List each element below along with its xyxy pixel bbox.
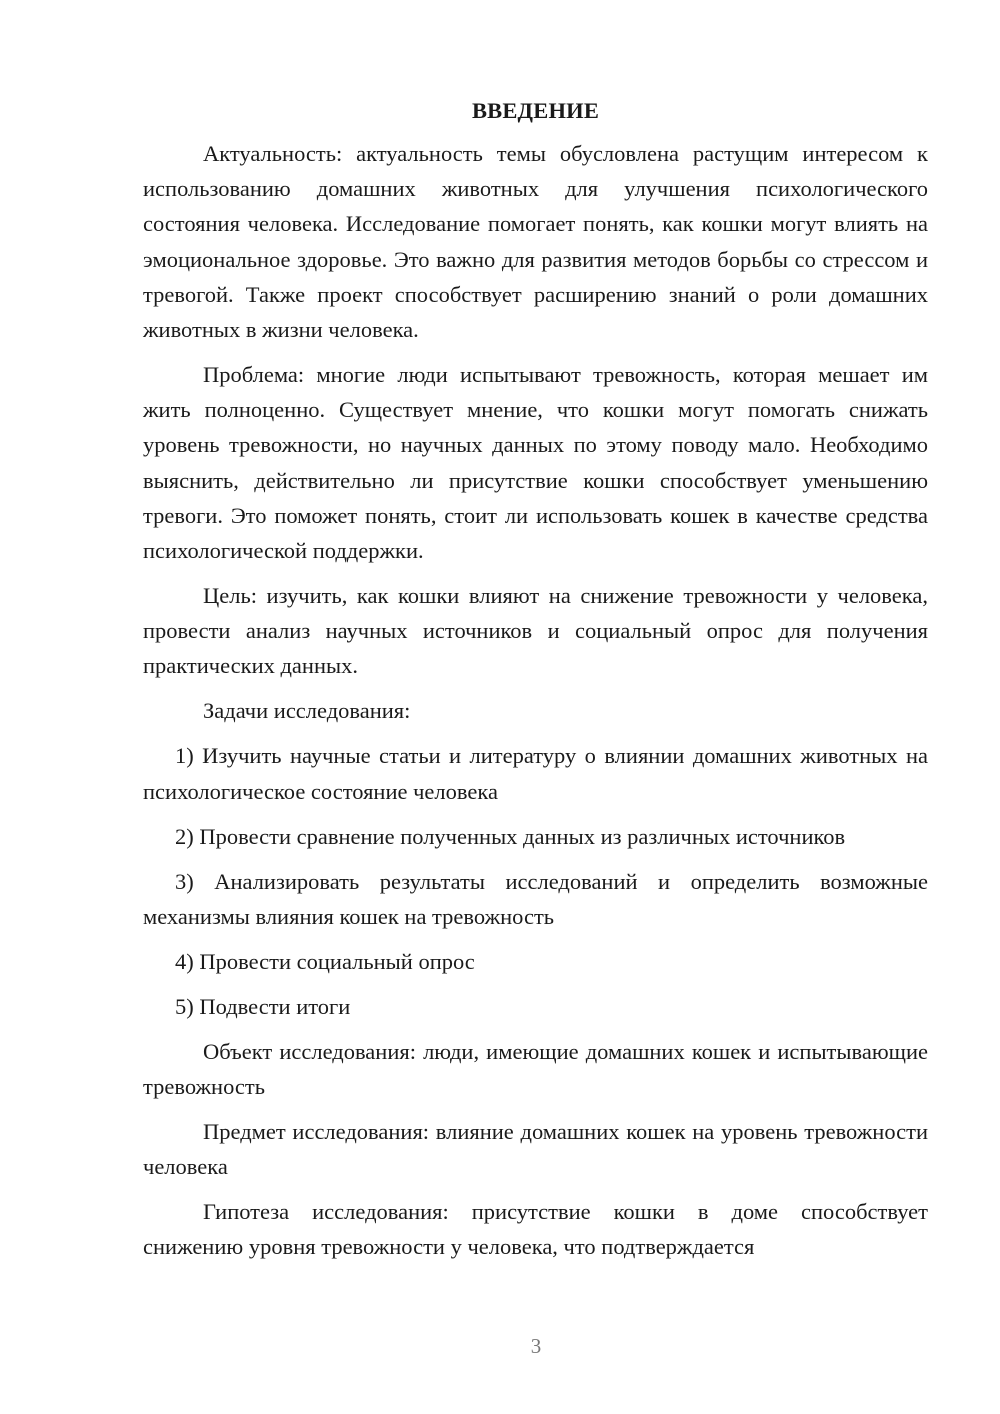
document-page	[143, 96, 928, 1265]
paragraph-goal: Цель: изучить, как кошки влияют на снижение тревожности у человека, провести анализ научных источников и социальный опрос для получения практических данных.	[143, 583, 928, 679]
task-item-5: 5) Подвести итоги	[175, 993, 351, 1019]
page-number: 3	[530, 1334, 542, 1358]
section-heading: ВВЕДЕНИЕ	[471, 98, 600, 123]
task-item-1: 1) Изучить научные статьи и литературу о влиянии домашних животных на психологическое состояние человека	[143, 743, 928, 804]
task-item-4: 4) Провести социальный опрос	[175, 948, 475, 974]
paragraph-hypothesis: Гипотеза исследования: присутствие кошки в доме способствует снижению уровня тревожности у человека, что подтверждается	[143, 1199, 928, 1260]
task-item-2: 2) Провести сравнение полученных данных из различных источников	[175, 823, 846, 849]
paragraph-relevance: Актуальность: актуальность темы обусловлена растущим интересом к использованию домашних животных для улучшения психологического состояния человека. Исследование помогает понять, как кошки могут влиять на эмоциональное здоровье. Это важно для развития методов борьбы со стрессом и тревогой. Также проект способствует расширению знаний о роли домашних животных в жизни человека.	[143, 141, 928, 343]
task-item-3: 3) Анализировать результаты исследований и определить возможные механизмы влияния кошек на тревожность	[143, 868, 928, 929]
paragraph-problem: Проблема: многие люди испытывают тревожность, которая мешает им жить полноценно. Существует мнение, что кошки могут помогать снижать уровень тревожности, но научных данных по этому поводу мало. Необходимо выяснить, действительно ли присутствие кошки способствует уменьшению тревоги. Это поможет понять, стоит ли использовать кошек в качестве средства психологической поддержки.	[143, 362, 928, 564]
paragraph-subject: Предмет исследования: влияние домашних кошек на уровень тревожности человека	[143, 1119, 928, 1180]
tasks-heading: Задачи исследования:	[203, 698, 411, 724]
paragraph-object: Объект исследования: люди, имеющие домашних кошек и испытывающие тревожность	[143, 1038, 928, 1100]
